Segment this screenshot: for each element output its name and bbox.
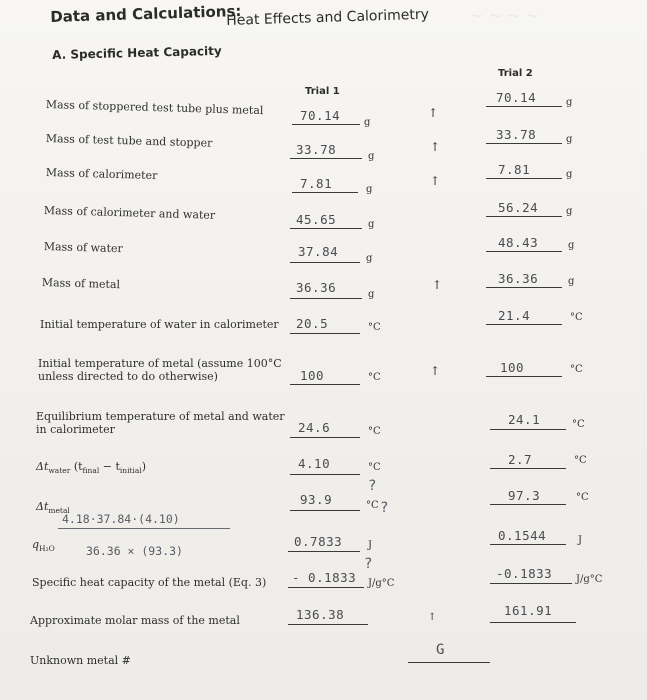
row-label-delta-t-water: $\Delta t_{water}$ $(t_{final} - t_{initial})$ xyxy=(36,460,147,476)
up-arrow-icon: ↑ xyxy=(430,140,441,154)
answer-line xyxy=(486,287,562,288)
trial1-mass-water: 37.84 xyxy=(298,244,339,259)
unit: °C xyxy=(574,455,587,466)
question-mark-note: ? xyxy=(380,500,389,516)
handwritten-work-numerator: 4.18·37.84·(4.10) xyxy=(62,512,180,526)
trial1-mass-tube-stopper: 33.78 xyxy=(296,142,337,157)
trial2-mass-calorimeter-water: 56.24 xyxy=(498,200,539,215)
trial1-molar-mass: 136.38 xyxy=(296,607,345,622)
unit: g xyxy=(368,289,375,300)
trial1-delta-t-water: 4.10 xyxy=(298,456,331,471)
up-arrow-icon: ↑ xyxy=(430,174,441,188)
unit: °C xyxy=(368,372,381,383)
trial1-mass-calorimeter: 7.81 xyxy=(300,176,333,191)
trial1-initial-metal-temp: 100 xyxy=(300,368,325,383)
unit: J/g°C xyxy=(368,578,395,589)
section-heading: A. Specific Heat Capacity xyxy=(52,43,222,62)
answer-line xyxy=(490,429,566,430)
unit: J/g°C xyxy=(576,574,603,585)
unit: g xyxy=(566,206,573,217)
trial2-mass-calorimeter: 7.81 xyxy=(498,162,531,177)
unit: °C xyxy=(366,500,379,511)
answer-line xyxy=(490,504,566,505)
row-label-equilibrium-2: in calorimeter xyxy=(36,423,115,436)
trial2-initial-water-temp: 21.4 xyxy=(498,308,531,323)
trial1-delta-t-metal: 93.9 xyxy=(300,492,333,507)
row-label-water: Mass of water xyxy=(43,240,123,256)
unit: °C xyxy=(368,462,381,473)
row-label-q-water: $q_{H_2O}$ xyxy=(32,538,55,554)
answer-line xyxy=(290,228,362,229)
trial2-mass-tube-stopper: 33.78 xyxy=(496,127,537,142)
worksheet-title: Heat Effects and Calorimetry xyxy=(226,6,430,29)
answer-line xyxy=(490,468,566,469)
row-label-equilibrium-1: Equilibrium temperature of metal and water xyxy=(36,410,285,423)
answer-line xyxy=(290,298,362,299)
answer-line xyxy=(486,178,562,179)
unit: g xyxy=(368,219,375,230)
trial2-delta-t-metal: 97.3 xyxy=(508,488,541,503)
row-label-calorimeter: Mass of calorimeter xyxy=(45,166,158,183)
answer-line xyxy=(290,158,362,159)
answer-line xyxy=(288,587,364,588)
unit: °C xyxy=(570,364,583,375)
answer-line xyxy=(290,262,360,263)
answer-line xyxy=(290,333,360,334)
unit: °C xyxy=(368,426,381,437)
row-label-specific-heat: Specific heat capacity of the metal (Eq. 3) xyxy=(32,576,267,589)
trial2-q-water: 0.1544 xyxy=(498,528,547,543)
unit: g xyxy=(366,253,373,264)
unit: g xyxy=(566,169,573,180)
answer-line xyxy=(486,216,562,217)
answer-line xyxy=(486,106,562,107)
handwritten-work-denominator: 36.36 × (93.3) xyxy=(86,544,183,558)
row-label-molar-mass: Approximate molar mass of the metal xyxy=(30,614,240,627)
trial1-mass-tube-metal: 70.14 xyxy=(300,108,341,123)
answer-line xyxy=(290,474,360,475)
answer-line xyxy=(486,251,562,252)
trial2-specific-heat: -0.1833 xyxy=(496,566,553,581)
unit: g xyxy=(566,97,573,108)
answer-line xyxy=(288,624,368,625)
answer-line xyxy=(490,622,576,623)
answer-line xyxy=(292,124,360,125)
trial1-initial-water-temp: 20.5 xyxy=(296,316,329,331)
answer-line xyxy=(486,324,562,325)
trial1-equilibrium-temp: 24.6 xyxy=(298,420,331,435)
row-label-calorimeter-water: Mass of calorimeter and water xyxy=(43,204,216,222)
trial2-equilibrium-temp: 24.1 xyxy=(508,412,541,427)
row-label-initial-metal-temp-1: Initial temperature of metal (assume 100°C xyxy=(38,357,282,370)
question-mark-note: ? xyxy=(368,478,377,494)
fraction-line xyxy=(58,528,230,529)
column-header-trial2: Trial 2 xyxy=(498,68,533,79)
answer-line xyxy=(292,192,358,193)
trial2-mass-metal: 36.36 xyxy=(498,271,539,286)
answer-line xyxy=(490,583,572,584)
worksheet-title-bold: Data and Calculations: xyxy=(50,1,242,26)
trial1-q-water: 0.7833 xyxy=(294,534,343,549)
unit: g xyxy=(366,184,373,195)
row-label-initial-metal-temp-2: unless directed to do otherwise) xyxy=(38,370,218,383)
unit: g xyxy=(364,117,371,128)
up-arrow-icon: ↑ xyxy=(428,106,439,120)
answer-line xyxy=(288,551,360,552)
unit: °C xyxy=(572,419,585,430)
unknown-metal-letter: G xyxy=(436,642,445,658)
answer-line xyxy=(486,376,562,377)
column-header-trial1: Trial 1 xyxy=(305,86,340,97)
unit: g xyxy=(568,240,575,251)
answer-line xyxy=(290,510,360,511)
unit: J xyxy=(578,535,583,546)
trial2-mass-water: 48.43 xyxy=(498,235,539,250)
bleed-through-text: ~ ~ ~ ~ xyxy=(470,6,539,25)
question-mark-note: ? xyxy=(364,556,373,572)
row-label-tube-stopper: Mass of test tube and stopper xyxy=(45,132,213,150)
trial2-delta-t-water: 2.7 xyxy=(508,452,533,467)
row-label-unknown-metal: Unknown metal # xyxy=(30,654,131,667)
up-arrow-icon: ↑ xyxy=(432,278,443,292)
trial1-mass-calorimeter-water: 45.65 xyxy=(296,212,337,227)
trial2-molar-mass: 161.91 xyxy=(504,603,553,618)
trial1-mass-metal: 36.36 xyxy=(296,280,337,295)
row-label-metal: Mass of metal xyxy=(41,276,121,292)
row-label-delta-t-metal: $\Delta t_{metal}$ xyxy=(36,500,70,516)
trial1-specific-heat: - 0.1833 xyxy=(292,570,357,585)
row-label-initial-water-temp: Initial temperature of water in calorimeter xyxy=(40,318,279,331)
trial2-mass-tube-metal: 70.14 xyxy=(496,90,537,105)
up-arrow-icon: ↑ xyxy=(428,612,437,623)
answer-line xyxy=(290,384,360,385)
answer-line xyxy=(408,662,490,663)
unit: °C xyxy=(368,322,381,333)
unit: g xyxy=(568,276,575,287)
up-arrow-icon: ↑ xyxy=(430,364,441,378)
unit: °C xyxy=(570,312,583,323)
unit: °C xyxy=(576,492,589,503)
unit: g xyxy=(566,134,573,145)
trial2-initial-metal-temp: 100 xyxy=(500,360,525,375)
answer-line xyxy=(486,143,562,144)
unit: g xyxy=(368,151,375,162)
answer-line xyxy=(290,437,360,438)
answer-line xyxy=(490,544,566,545)
unit: J xyxy=(368,540,373,551)
row-label-stoppered-tube-metal: Mass of stoppered test tube plus metal xyxy=(45,98,264,118)
